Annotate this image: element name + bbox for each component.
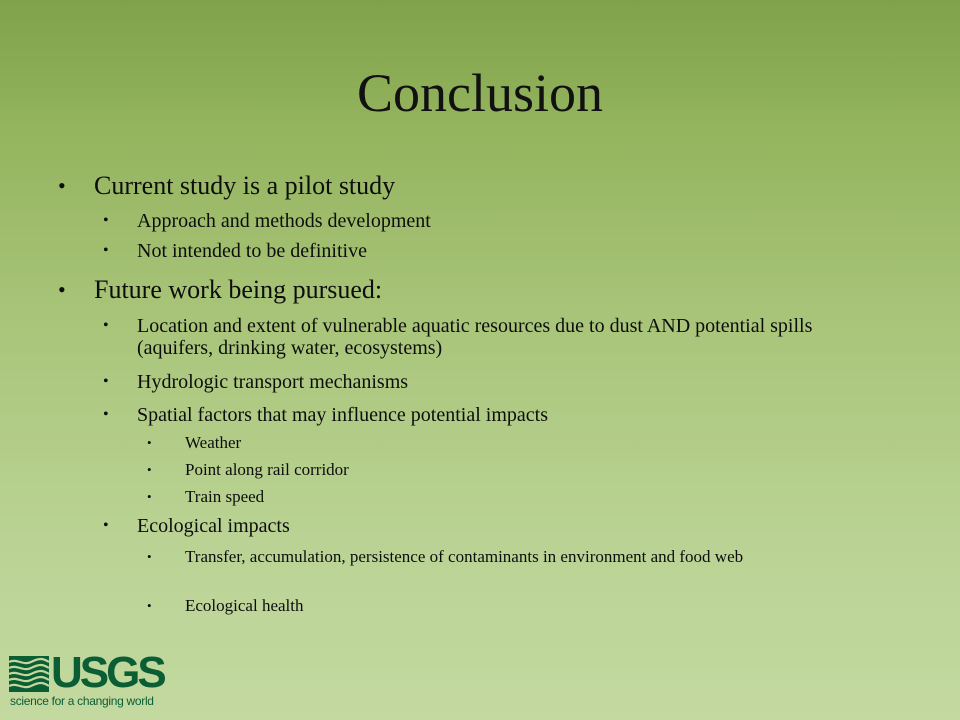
bullet-future-work bbox=[58, 275, 383, 305]
bullet-ecological-health bbox=[147, 596, 905, 615]
bullet-train-speed bbox=[147, 487, 905, 506]
bullet-not-definitive bbox=[103, 240, 877, 262]
bullet-current-study bbox=[58, 171, 396, 201]
bullet-ecological-impacts bbox=[103, 515, 877, 537]
usgs-tagline: science for a changing world bbox=[10, 694, 154, 708]
bullet-transfer bbox=[147, 547, 905, 566]
bullet-dot: • bbox=[103, 242, 109, 259]
bullet-text: Weather bbox=[185, 433, 242, 452]
bullet-dot: • bbox=[103, 517, 109, 534]
bullet-hydrologic bbox=[103, 371, 877, 393]
bullet-text: Not intended to be definitive bbox=[137, 240, 367, 262]
bullet-dot: • bbox=[103, 212, 109, 229]
bullet-text: Point along rail corridor bbox=[185, 460, 349, 479]
bullet-approach bbox=[103, 210, 877, 232]
bullet-text: Current study is a pilot study bbox=[94, 171, 396, 200]
bullet-dot: • bbox=[103, 317, 109, 334]
bullet-dot: • bbox=[147, 489, 152, 504]
bullet-dot: • bbox=[58, 173, 66, 198]
slide-title: Conclusion bbox=[356, 63, 603, 123]
bullet-dot: • bbox=[58, 277, 66, 302]
bullet-text: Approach and methods development bbox=[137, 210, 431, 232]
bullet-text: Hydrologic transport mechanisms bbox=[137, 371, 409, 393]
bullet-text: Train speed bbox=[185, 487, 265, 506]
bullet-dot: • bbox=[103, 373, 109, 390]
usgs-wordmark: USGS bbox=[51, 648, 164, 697]
bullet-point-rail bbox=[147, 460, 905, 479]
bullet-text: Transfer, accumulation, persistence of contaminants in environment and food web bbox=[185, 547, 744, 566]
usgs-wave-icon bbox=[9, 656, 49, 692]
bullet-text: Ecological health bbox=[185, 596, 304, 615]
bullet-location-extent bbox=[103, 315, 877, 359]
bullet-text: Future work being pursued: bbox=[94, 275, 383, 304]
bullet-text: Spatial factors that may influence potential impacts bbox=[137, 404, 548, 426]
bullet-spatial-factors bbox=[103, 404, 877, 426]
bullet-text: Location and extent of vulnerable aquatic resources due to dust AND potential spills (aquifers, drinking water, ecosystems) bbox=[137, 315, 813, 359]
bullet-dot: • bbox=[103, 406, 109, 423]
bullet-dot: • bbox=[147, 462, 152, 477]
bullet-weather bbox=[147, 433, 905, 452]
bullet-dot: • bbox=[147, 598, 152, 613]
bullet-dot: • bbox=[147, 435, 152, 450]
bullet-dot: • bbox=[147, 549, 152, 564]
bullet-text: Ecological impacts bbox=[137, 515, 290, 537]
usgs-logo bbox=[9, 648, 169, 710]
